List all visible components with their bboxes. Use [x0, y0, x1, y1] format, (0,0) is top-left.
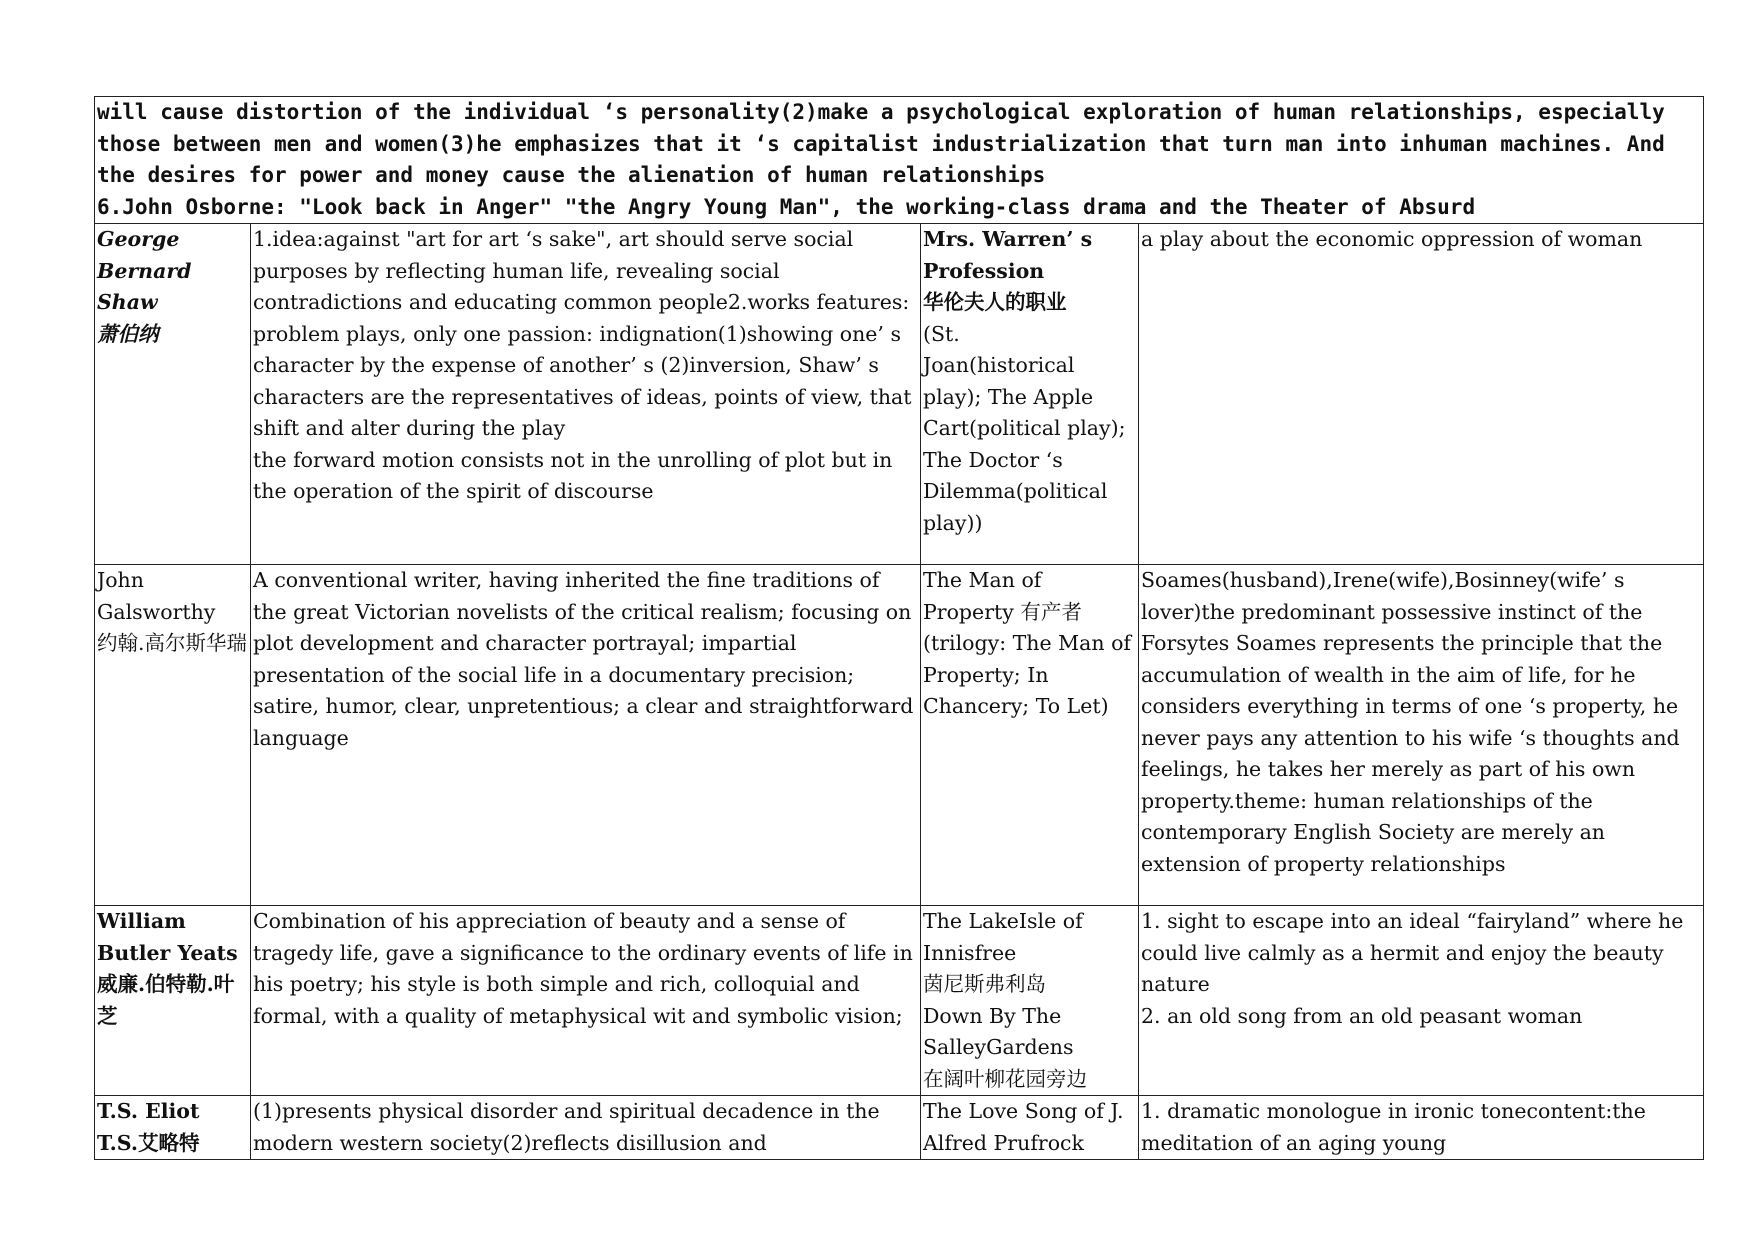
author-cell: John Galsworthy 约翰.高尔斯华瑞 — [95, 565, 251, 906]
work-list: (St. Joan(historical play); The Apple Cart(political play); The Doctor ‘s Dilemma(political play)) — [923, 321, 1126, 535]
works-cell: The Man of Property 有产者(trilogy: The Man of Property; In Chancery; To Let) — [921, 565, 1139, 906]
table-row-eliot — [95, 1096, 1704, 1160]
description-cell: Combination of his appreciation of beauty and a sense of tragedy life, gave a significance to the ordinary events of life in his poetry; his style is both simple and rich, colloquial and formal, with a quality of metaphysical wit and symbolic vision; — [251, 906, 921, 1096]
table-row-shaw — [95, 224, 1704, 565]
table-row-galsworthy — [95, 565, 1704, 906]
author-cell: George Bernard Shaw 萧伯纳 — [95, 224, 251, 565]
author-cell: William Butler Yeats 威廉.伯特勒.叶芝 — [95, 906, 251, 1096]
notes-cell: 1. dramatic monologue in ironic tonecontent:the meditation of an aging young — [1139, 1096, 1704, 1160]
notes-cell: 1. sight to escape into an ideal “fairyland” where he could live calmly as a hermit and enjoy the beauty nature 2. an old song from an old peasant woman — [1139, 906, 1704, 1096]
intro-row — [95, 97, 1704, 224]
osborne-heading: 6.John Osborne: "Look back in Anger" "the Angry Young Man", the working-class drama and the Theater of Absurd — [97, 194, 1476, 219]
works-cell: The LakeIsle of Innisfree 茵尼斯弗利岛 Down By The SalleyGardens 在阔叶柳花园旁边 — [921, 906, 1139, 1096]
description-cell: A conventional writer, having inherited the fine traditions of the great Victorian novelists of the critical realism; focusing on plot development and character portrayal; impartial presentation of the social life in a documentary precision; satire, humor, clear, unpretentious; a clear and straightforward language — [251, 565, 921, 906]
description-cell: 1.idea:against "art for art ‘s sake", art should serve social purposes by reflecting human life, revealing social contradictions and educating common people2.works features: problem plays, only one passion: indignation(1)showing one’ s character by the expense of another’ s (2)inversion, Shaw’ s characters are the representatives of ideas, points of view, that shift and alter during the play the forward motion consists not in the unrolling of plot but in the operation of the spirit of discourse — [251, 224, 921, 565]
intro-cell — [95, 97, 1704, 224]
description-cell: (1)presents physical disorder and spiritual decadence in the modern western society(2)reflects disillusion and — [251, 1096, 921, 1160]
works-cell: The Love Song of J. Alfred Prufrock — [921, 1096, 1139, 1160]
notes-cell: a play about the economic oppression of woman — [1139, 224, 1704, 565]
notes-cell: Soames(husband),Irene(wife),Bosinney(wife’ s lover)the predominant possessive instinct of the Forsytes Soames represents the principle that the accumulation of wealth in the aim of life, for he considers everything in terms of one ‘s property, he never pays any attention to his wife ‘s thoughts and feelings, he takes her merely as part of his own property.theme: human relationships of the contemporary English Society are merely an extension of property relationships — [1139, 565, 1704, 906]
works-cell — [921, 224, 1139, 565]
author-cell: T.S. Eliot T.S.艾略特 — [95, 1096, 251, 1160]
work-title: Mrs. Warren’ s Profession 华伦夫人的职业 — [923, 227, 1093, 314]
literature-table — [94, 96, 1704, 1160]
intro-paragraph: will cause distortion of the individual ‘s personality(2)make a psychological exploration of human relationships, especially those between men and women(3)he emphasizes that it ‘s capitalist industrialization that turn man into inhuman machines. And the desires for power and money cause the alienation of human relationships — [97, 100, 1665, 187]
table-row-yeats — [95, 906, 1704, 1096]
